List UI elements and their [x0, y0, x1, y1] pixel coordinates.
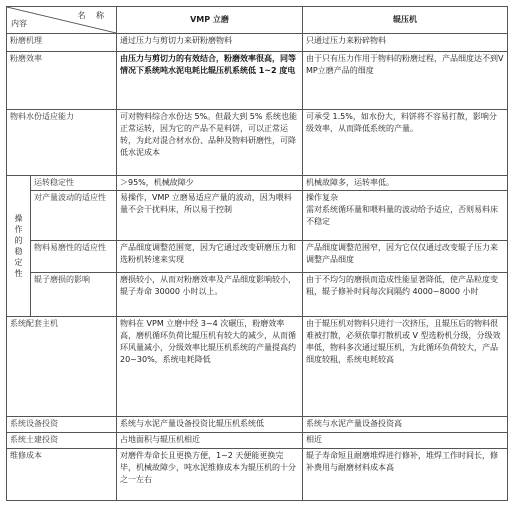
- vmp-cell: 占地面积与辊压机相近: [117, 433, 303, 449]
- vmp-cell: 可对物料综合水份达 5%。但最大到 5% 系统也能正常运转，因为它的产品不是料饼，可以正常运转，为此对混合材水份、品种及物料研磨性，可降低水泥成本: [117, 110, 303, 176]
- header-name-label: 名 称: [77, 11, 108, 20]
- header-row: [7, 7, 508, 34]
- header-content-label: 内容: [11, 19, 27, 28]
- vmp-cell: ＞95%，机械故障少: [117, 176, 303, 191]
- row-label: 系统设备投资: [7, 417, 117, 433]
- press-cell: 辊子寿命短且耐磨堆焊进行修补，堆焊工作时间长，修补费用与耐磨材料成本高: [303, 449, 508, 501]
- press-cell: 由于只有压力作用于物料的粉磨过程，产品细度达不到VMP立磨产品的细度: [303, 52, 508, 110]
- row-label: 运转稳定性: [31, 176, 117, 191]
- row-label: 系统土建投资: [7, 433, 117, 449]
- row-label: 粉磨机理: [7, 34, 117, 52]
- press-cell: 只通过压力来粉碎物料: [303, 34, 508, 52]
- table-row: [7, 110, 508, 176]
- press-cell: 由于辊压机对物料只进行一次挤压，且辊压后的物料很难被打散，必须依靠打散机或 V 型选粉机分级，分级效率低，物料多次通过辊压机，为此循环负荷较大，产品细度较粗，系统电耗较高: [303, 317, 508, 417]
- vmp-cell: 由压力与剪切力的有效结合，粉磨效率很高，同等情况下系统吨水泥电耗比辊压机系统低 1~2 度电: [117, 52, 303, 110]
- header-vmp: VMP 立磨: [117, 7, 303, 34]
- press-cell: 系统与水泥产量设备投资高: [303, 417, 508, 433]
- table-row: [7, 317, 508, 417]
- table-row: [7, 34, 508, 52]
- table-row: [7, 433, 508, 449]
- table-row: [7, 52, 508, 110]
- table-row: [7, 273, 508, 317]
- row-label: 辊子磨损的影响: [31, 273, 117, 317]
- header-corner-cell: [7, 7, 117, 34]
- press-cell: 产品细度调整范围窄，因为它仅仅通过改变辊子压力来调整产品细度: [303, 241, 508, 273]
- vmp-cell: 通过压力与剪切力来研粉磨物料: [117, 34, 303, 52]
- table-row: [7, 241, 508, 273]
- press-cell: 由于不均匀的磨损而造成性能显著降低，使产品粒度变粗，辊子修补时间每次间隔约 4000~8000 小时: [303, 273, 508, 317]
- vmp-cell: 磨损较小，从而对粉磨效率及产品细度影响较小，辊子寿命 30000 小时以上。: [117, 273, 303, 317]
- press-cell: 相近: [303, 433, 508, 449]
- vmp-cell: 物料在 VPM 立磨中经 3~4 次碾压，粉磨效率高，磨机循环负荷比辊压机有较大的减少，从而循环风量减小，分级效率比辊压机系统的产量提高约 20~30%，系统电耗降低: [117, 317, 303, 417]
- table-row: [7, 191, 508, 241]
- press-cell: 可承受 1.5%，如水份大，料饼将不容易打散，影响分级效率，从而降低系统的产量。: [303, 110, 508, 176]
- press-cell: 操作复杂 需对系统循环量和喂料量的波动给予适应，否则易料床不稳定: [303, 191, 508, 241]
- vmp-cell: 对磨件寿命长且更换方便，1~2 天便能更换完毕，机械故障少，吨水泥维修成本为辊压机的十分之一左右: [117, 449, 303, 501]
- table-row: [7, 417, 508, 433]
- row-label: 系统配套主机: [7, 317, 117, 417]
- vmp-cell: 易操作，VMP 立磨易适应产量的波动，因为喂料量不会干扰料床，所以易于控制: [117, 191, 303, 241]
- comparison-table: [6, 6, 508, 501]
- table-row: [7, 449, 508, 501]
- header-roller-press: 辊压机: [303, 7, 508, 34]
- row-label: 物料易磨性的适应性: [31, 241, 117, 273]
- row-label: 粉磨效率: [7, 52, 117, 110]
- group-label-operation-stability: 操作的稳定性: [7, 176, 31, 317]
- press-cell: 机械故障多，运转率低。: [303, 176, 508, 191]
- vmp-cell: 系统与水泥产量设备投资比辊压机系统低: [117, 417, 303, 433]
- row-label: 对产量波动的适应性: [31, 191, 117, 241]
- table-row: [7, 176, 508, 191]
- row-label: 物料水份适应能力: [7, 110, 117, 176]
- vmp-cell: 产品细度调整范围宽，因为它通过改变研磨压力和选粉机转速来实现: [117, 241, 303, 273]
- row-label: 维修成本: [7, 449, 117, 501]
